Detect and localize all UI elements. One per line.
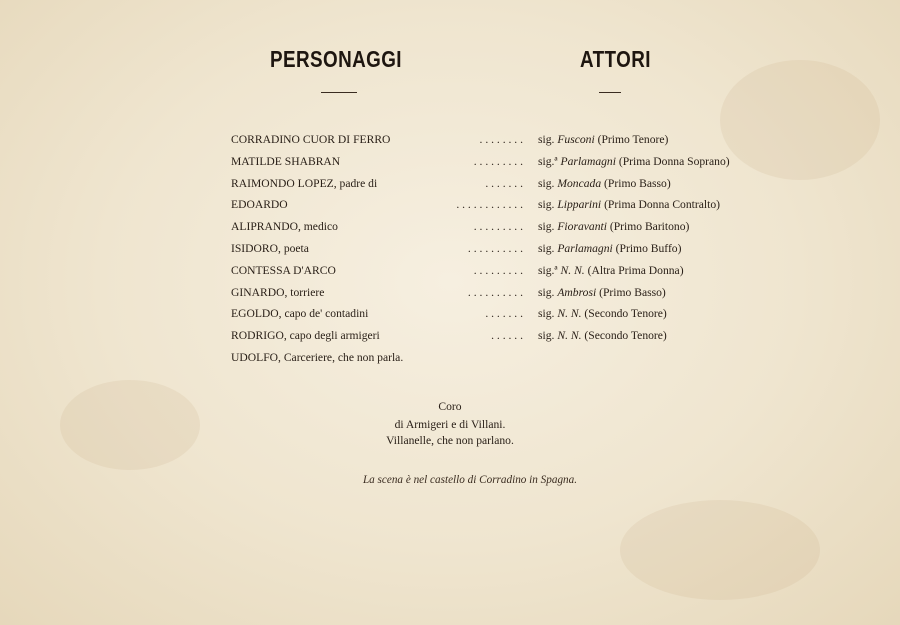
leader-dots: . . . . . . . . . . . . <box>456 198 523 212</box>
cast-row <box>0 329 900 351</box>
cast-row <box>0 307 900 329</box>
role-name: GINARDO, torriere <box>231 285 325 299</box>
role-name: MATILDE SHABRAN <box>231 154 341 168</box>
actor-credit: sig. Moncada (Primo Basso) <box>538 176 671 190</box>
divider-right <box>599 92 621 93</box>
actor-credit: sig. Fioravanti (Primo Baritono) <box>538 220 690 234</box>
divider-left <box>321 92 357 93</box>
coro-heading: Coro <box>438 400 462 413</box>
cast-row <box>0 242 900 264</box>
role-name: UDOLFO, Carceriere, che non parla. <box>231 350 404 364</box>
coro-line: Villanelle, che non parlano. <box>386 434 514 447</box>
role-name: ISIDORO, poeta <box>231 241 309 255</box>
leader-dots: . . . . . . . . . <box>473 154 523 168</box>
actor-credit: sig. N. N. (Secondo Tenore) <box>538 329 667 343</box>
actor-credit: sig. Lipparini (Prima Donna Contralto) <box>538 198 720 212</box>
leader-dots: . . . . . . . . . . <box>467 285 523 299</box>
heading-attori: ATTORI <box>580 46 651 72</box>
heading-personaggi: PERSONAGGI <box>270 46 402 72</box>
cast-row <box>0 133 900 155</box>
cast-row <box>0 198 900 220</box>
actor-credit: sig. Parlamagni (Primo Buffo) <box>538 241 682 255</box>
role-name: RODRIGO, capo degli armigeri <box>231 329 380 343</box>
leader-dots: . . . . . . . <box>485 307 523 321</box>
paper-stain <box>620 500 820 600</box>
role-name: EDOARDO <box>231 198 288 212</box>
actor-credit: sig.ª N. N. (Altra Prima Donna) <box>538 263 684 277</box>
leader-dots: . . . . . . <box>491 329 523 343</box>
leader-dots: . . . . . . . . <box>479 133 523 146</box>
actor-credit: sig. N. N. (Secondo Tenore) <box>538 307 667 321</box>
leader-dots: . . . . . . . <box>485 176 523 190</box>
cast-row <box>0 351 900 373</box>
cast-row <box>0 155 900 177</box>
actor-credit: sig. Fusconi (Primo Tenore) <box>538 133 669 146</box>
cast-row <box>0 220 900 242</box>
coro-line: di Armigeri e di Villani. <box>394 418 506 431</box>
role-name: CORRADINO CUOR DI FERRO <box>231 133 391 146</box>
leader-dots: . . . . . . . . . <box>473 220 523 234</box>
role-name: ALIPRANDO, medico <box>231 220 338 234</box>
leader-dots: . . . . . . . . . . <box>467 241 523 255</box>
cast-list <box>0 133 900 373</box>
cast-row <box>0 177 900 199</box>
role-name: RAIMONDO LOPEZ, padre di <box>231 176 378 190</box>
scene-note: La scena è nel castello di Corradino in Spagna. <box>362 474 578 486</box>
cast-row <box>0 264 900 286</box>
leader-dots: . . . . . . . . . <box>473 263 523 277</box>
role-name: EGOLDO, capo de' contadini <box>231 307 369 321</box>
cast-row <box>0 286 900 308</box>
role-name: CONTESSA D'ARCO <box>231 263 336 277</box>
actor-credit: sig.ª Parlamagni (Prima Donna Soprano) <box>538 154 730 168</box>
actor-credit: sig. Ambrosi (Primo Basso) <box>538 285 666 299</box>
